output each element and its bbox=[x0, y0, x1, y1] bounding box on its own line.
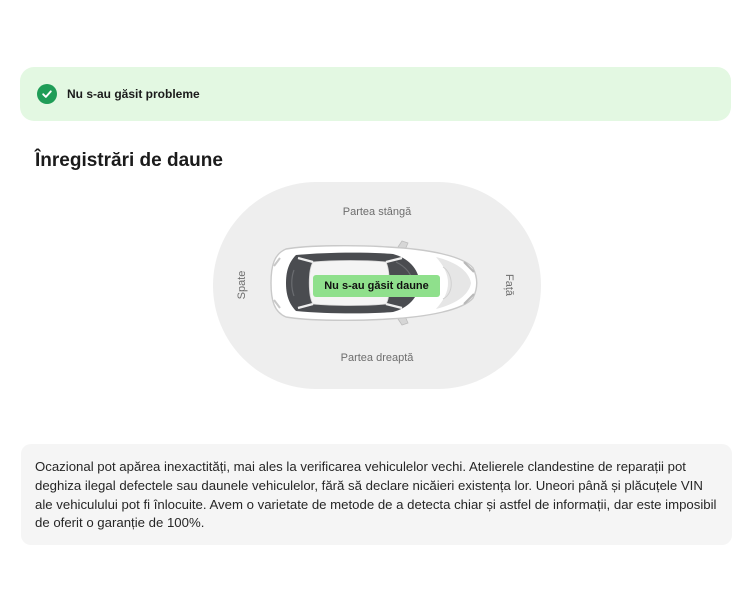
label-rear: Spate bbox=[236, 270, 248, 300]
check-circle-icon bbox=[37, 84, 57, 104]
label-right-side: Partea dreaptă bbox=[340, 352, 414, 364]
status-banner bbox=[20, 67, 731, 121]
section-title: Înregistrări de daune bbox=[35, 150, 223, 171]
disclaimer-text: Ocazional pot apărea inexactități, mai ales la verificarea vehiculelor vechi. Atelierele clandestine de reparații pot deghiza ilegal defectele sau daunele vehiculelor, fără să declare nicăieri existența lor. Uneori până și plăcuțele VIN ale vehiculului pot fi înlocuite. Avem o varietate de metode de a detecta chiar și astfel de informații, dar este imposibil de oferit o garanție de 100%. bbox=[35, 459, 717, 531]
label-front: Față bbox=[503, 273, 515, 297]
status-text: Nu s-au găsit probleme bbox=[67, 87, 200, 101]
label-left-side: Partea stângă bbox=[342, 206, 412, 218]
disclaimer-box bbox=[21, 444, 732, 545]
no-damage-badge: Nu s-au găsit daune bbox=[313, 275, 440, 297]
